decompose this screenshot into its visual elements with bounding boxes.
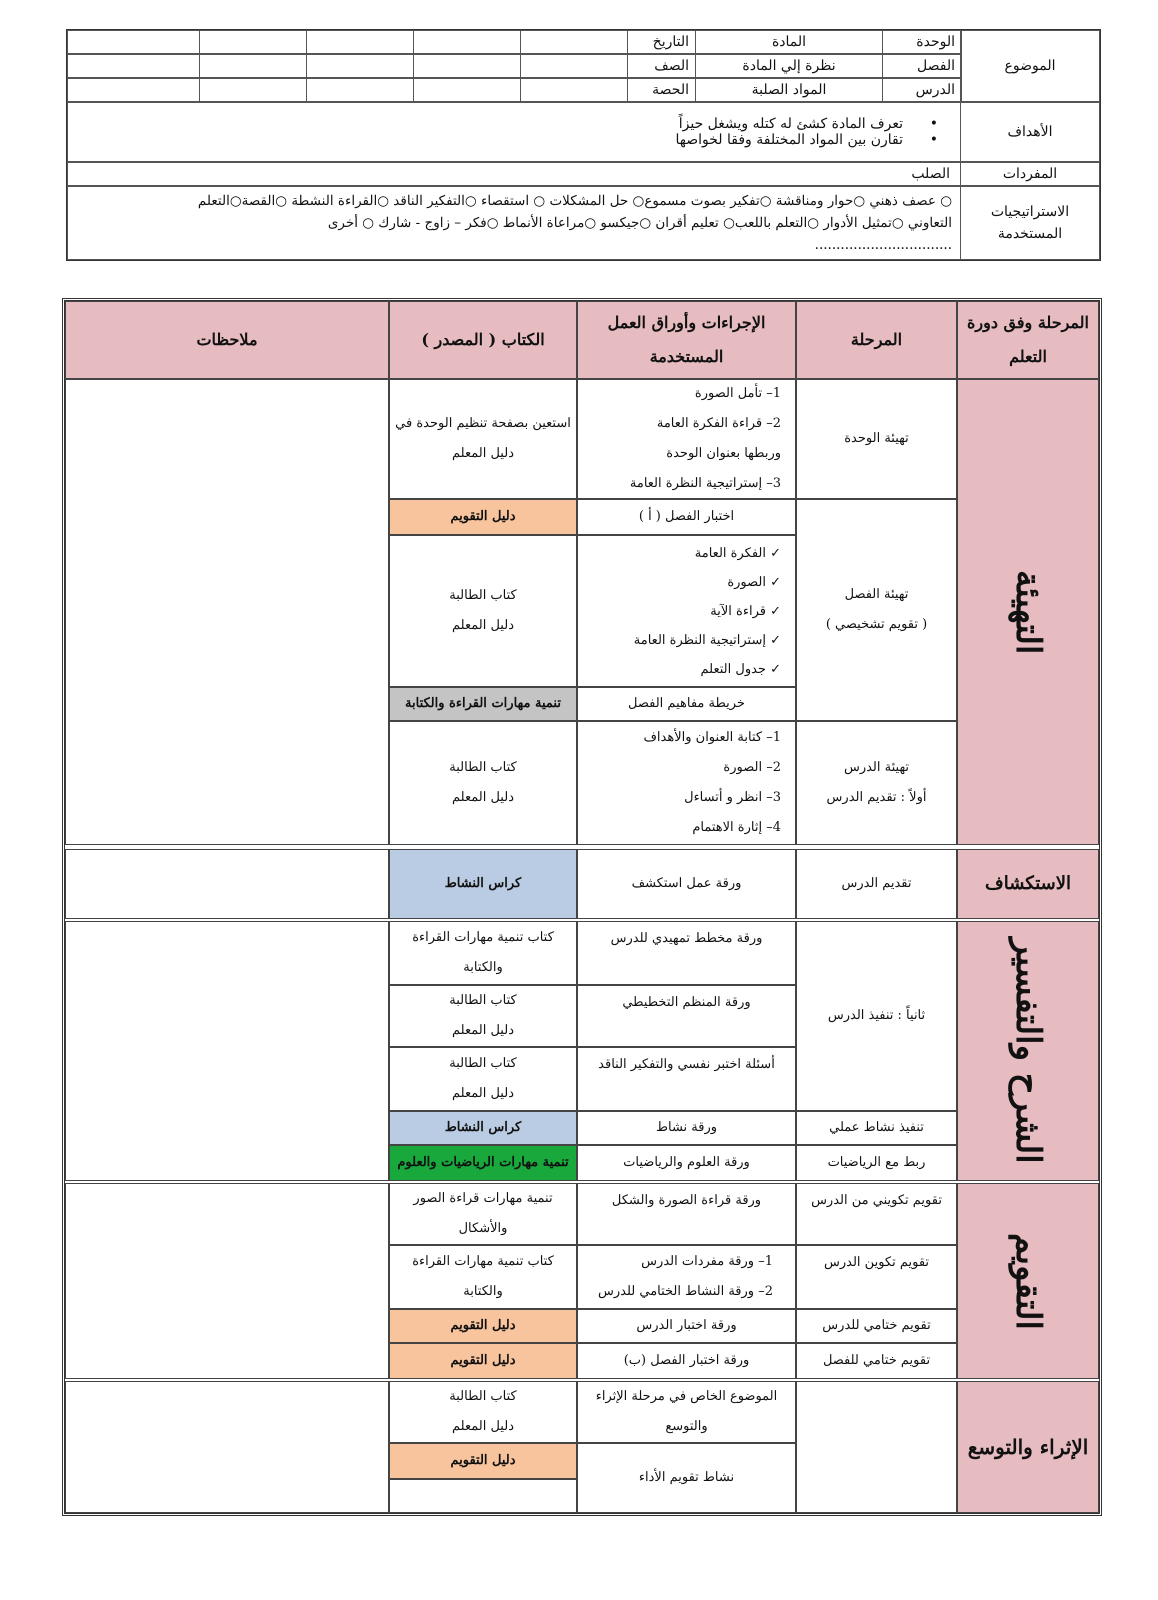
strategies-dots: ................................ <box>814 237 952 253</box>
notes-cell <box>65 1183 389 1379</box>
stage-cell: تنفيذ نشاط عملي <box>796 1111 957 1145</box>
empty-cell <box>199 54 307 78</box>
procedures-cell: ورقة نشاط <box>577 1111 796 1145</box>
stage-cell <box>796 1381 957 1513</box>
strategies-line: التعاوني ○تمثيل الأدوار ○التعلم باللعب○ تعليم أقران ○جيكسو ○مراعاة الأنماط ○فكر – زاوج - شارك ○ أخرى <box>327 215 952 231</box>
empty-cell <box>306 54 414 78</box>
notes-cell <box>65 849 389 919</box>
empty-cell <box>520 78 628 102</box>
header-stage: المرحلة <box>796 301 957 379</box>
book-cell-orange: دليل التقويم <box>389 1443 577 1479</box>
procedures-cell: ورقة قراءة الصورة والشكل <box>577 1183 796 1245</box>
bullet-icon: • <box>903 132 938 148</box>
header-procedures: الإجراءات وأوراق العمل المستخدمة <box>577 301 796 379</box>
header-notes: ملاحظات <box>65 301 389 379</box>
objective-item: • تقارن بين المواد المختلفة وفقا لخواصها <box>675 132 938 148</box>
notes-cell <box>65 921 389 1181</box>
book-cell: كتاب تنمية مهارات القراءة والكتابة <box>389 921 577 985</box>
header-book: الكتاب ( المصدر ) <box>389 301 577 379</box>
empty-cell <box>67 78 200 102</box>
lesson-plan-table <box>62 298 1102 1516</box>
empty-cell <box>413 30 521 54</box>
procedures-cell: ورقة العلوم والرياضيات <box>577 1145 796 1181</box>
book-cell-blue: كراس النشاط <box>389 849 577 919</box>
stage-cell: تقويم ختامي للدرس <box>796 1309 957 1343</box>
empty-cell <box>306 78 414 102</box>
strategies-options <box>67 186 961 260</box>
vocab-value: الصلب <box>67 162 961 186</box>
unit-label: الوحدة <box>882 30 962 54</box>
procedures-cell: خريطة مفاهيم الفصل <box>577 687 796 721</box>
stage-chapter-warmup: تهيئة الفصل ( تقويم تشخيصي ) <box>796 499 957 721</box>
header-cycle: المرحلة وفق دورة التعلم <box>957 301 1099 379</box>
book-cell: كتاب الطالبة دليل المعلم <box>389 721 577 845</box>
chapter-value: نظرة إلي المادة <box>695 54 883 78</box>
stage-unit-warmup: تهيئة الوحدة <box>796 379 957 499</box>
procedures-cell: 1– كتابة العنوان والأهداف 2– الصورة 3– انظر و أتساءل 4– إثارة الاهتمام <box>577 721 796 845</box>
objectives-list <box>67 102 961 162</box>
procedures-cell: ورقة المنظم التخطيطي <box>577 985 796 1047</box>
procedures-cell: ✓ الفكرة العامة ✓ الصورة ✓ قراءة الآية ✓ إستراتيجية النظرة العامة ✓ جدول التعلم <box>577 535 796 687</box>
strategies-label: الاستراتيجيات المستخدمة <box>960 186 1100 260</box>
stage-cell: تقويم تكوين الدرس <box>796 1245 957 1309</box>
procedures-cell: ورقة اختبار الدرس <box>577 1309 796 1343</box>
book-cell: استعين بصفحة تنظيم الوحدة في دليل المعلم <box>389 379 577 499</box>
lesson-label: الدرس <box>882 78 962 102</box>
book-cell-green: تنمية مهارات الرياضيات والعلوم <box>389 1145 577 1181</box>
book-cell-orange: دليل التقويم <box>389 1309 577 1343</box>
notes-cell <box>65 1381 389 1513</box>
stage-cell: تقويم تكويني من الدرس <box>796 1183 957 1245</box>
procedures-cell: ورقة اختبار الفصل (ب) <box>577 1343 796 1379</box>
procedures-cell: أسئلة اختبر نفسي والتفكير الناقد <box>577 1047 796 1111</box>
objectives-label: الأهداف <box>960 102 1100 162</box>
procedures-cell: الموضوع الخاص في مرحلة الإثراء والتوسع <box>577 1381 796 1443</box>
notes-cell <box>65 379 389 845</box>
strategies-line: ○ عصف ذهني ○حوار ومناقشة ○تفكير بصوت مسموع○ حل المشكلات ○ استقصاء ○التفكير الناقد ○القراءة النشطة ○القصة○التعلم <box>197 193 952 209</box>
book-cell: كتاب الطالبة دليل المعلم <box>389 535 577 687</box>
phase-evaluate: التقويم <box>957 1183 1099 1379</box>
phase-engage: التهيئة <box>957 379 1099 845</box>
class-label: الصف <box>627 54 696 78</box>
empty-cell <box>67 30 200 54</box>
stage-lesson-warmup: تهيئة الدرس أولاً : تقديم الدرس <box>796 721 957 845</box>
empty-cell <box>413 54 521 78</box>
lesson-value: المواد الصلبة <box>695 78 883 102</box>
book-cell-orange: دليل التقويم <box>389 499 577 535</box>
book-cell: تنمية مهارات قراءة الصور والأشكال <box>389 1183 577 1245</box>
book-cell: كتاب الطالبة دليل المعلم <box>389 1381 577 1443</box>
phase-elaborate: الإثراء والتوسع <box>957 1381 1099 1513</box>
period-label: الحصة <box>627 78 696 102</box>
book-cell: كتاب الطالبة دليل المعلم <box>389 1047 577 1111</box>
empty-cell <box>520 30 628 54</box>
empty-cell <box>413 78 521 102</box>
date-label: التاريخ <box>627 30 696 54</box>
lesson-info-table <box>66 29 1101 261</box>
stage-cell: ربط مع الرياضيات <box>796 1145 957 1181</box>
topic-label: الموضوع <box>960 30 1100 102</box>
empty-cell <box>520 54 628 78</box>
procedures-cell: نشاط تقويم الأداء <box>577 1443 796 1513</box>
bullet-icon: • <box>903 116 938 132</box>
procedures-cell: 1– ورقة مفردات الدرس 2– ورقة النشاط الختامي للدرس <box>577 1245 796 1309</box>
stage-cell: تقويم ختامي للفصل <box>796 1343 957 1379</box>
empty-cell <box>199 78 307 102</box>
subject-label: المادة <box>695 30 883 54</box>
empty-cell <box>306 30 414 54</box>
vocab-label: المفردات <box>960 162 1100 186</box>
book-cell: كتاب تنمية مهارات القراءة والكتابة <box>389 1245 577 1309</box>
stage-cell: ثانياً : تنفيذ الدرس <box>796 921 957 1111</box>
stage-cell: تقديم الدرس <box>796 849 957 919</box>
procedures-cell: 1– تأمل الصورة 2– قراءة الفكرة العامة وربطها بعنوان الوحدة 3– إستراتيجية النظرة العامة <box>577 379 796 499</box>
book-cell <box>389 1479 577 1513</box>
book-cell-orange: دليل التقويم <box>389 1343 577 1379</box>
book-cell-gray: تنمية مهارات القراءة والكتابة <box>389 687 577 721</box>
book-cell-blue: كراس النشاط <box>389 1111 577 1145</box>
empty-cell <box>67 54 200 78</box>
procedures-cell: ورقة مخطط تمهيدي للدرس <box>577 921 796 985</box>
procedures-cell: اختبار الفصل ( أ ) <box>577 499 796 535</box>
phase-explore: الاستكشاف <box>957 849 1099 919</box>
procedures-cell: ورقة عمل استكشف <box>577 849 796 919</box>
empty-cell <box>199 30 307 54</box>
book-cell: كتاب الطالبة دليل المعلم <box>389 985 577 1047</box>
objective-item: • تعرف المادة كشئ له كتله ويشغل حيزاً <box>678 116 938 132</box>
chapter-label: الفصل <box>882 54 962 78</box>
phase-explain: الشرح والتفسير <box>957 921 1099 1181</box>
